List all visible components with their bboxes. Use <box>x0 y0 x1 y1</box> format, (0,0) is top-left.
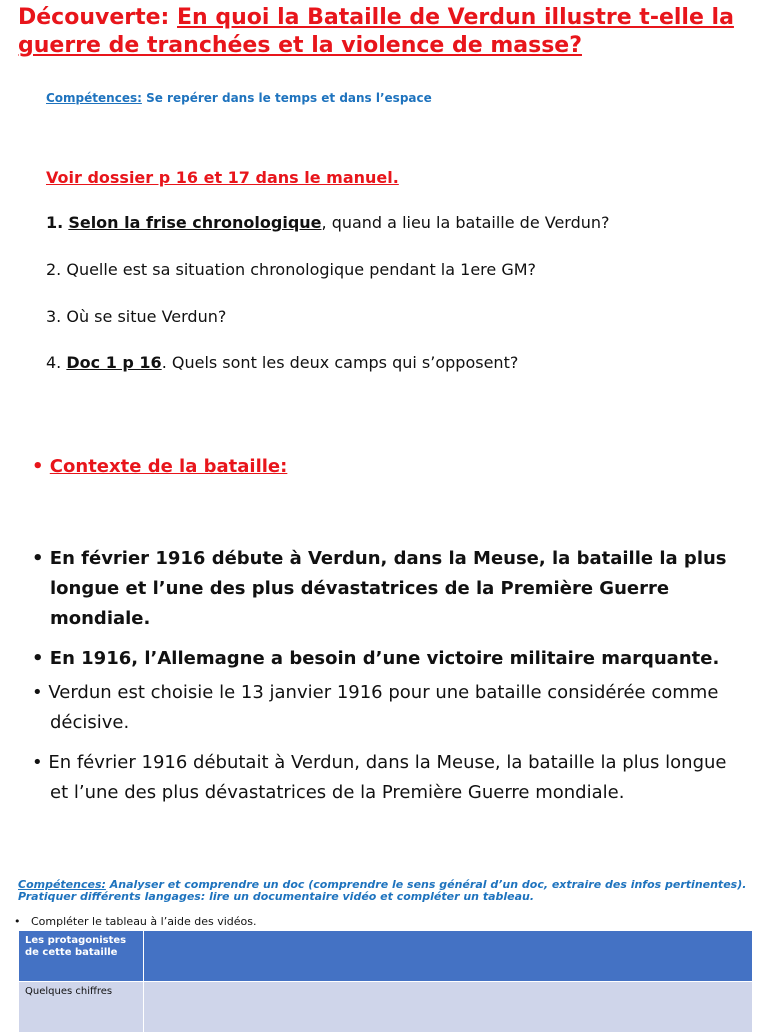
competences-2 <box>18 879 763 903</box>
question-4-number: 4. <box>46 353 62 372</box>
question-3: 3. Où se situe Verdun? <box>46 307 227 326</box>
table-cell-input[interactable] <box>144 982 753 1033</box>
page-title <box>18 4 758 60</box>
table-cell-input[interactable] <box>144 931 753 982</box>
instruction: • Compléter le tableau à l’aide des vidéos. <box>14 915 257 928</box>
question-4-text: . Quels sont les deux camps qui s’opposent? <box>161 353 519 372</box>
table-row <box>19 982 753 1033</box>
bullet-item-4-text: En février 1916 débutait à Verdun, dans la Meuse, la bataille la plus longue et l’une des plus dévastatrices de la Première Guerre mondiale. <box>48 752 727 803</box>
title-prefix: Découverte: <box>18 5 170 30</box>
title-question: En quoi la Bataille de Verdun illustre t-elle la guerre de tranchées et la violence de masse? <box>18 5 734 58</box>
question-1-text: , quand a lieu la bataille de Verdun? <box>321 213 610 232</box>
instruction-text: Compléter le tableau à l’aide des vidéos. <box>30 915 257 928</box>
question-2: 2. Quelle est sa situation chronologique pendant la 1ere GM? <box>46 260 537 279</box>
table-row-header: Les protagonistes de cette bataille <box>19 931 144 982</box>
question-1-link: Selon la frise chronologique <box>68 213 322 232</box>
competences-label: Compétences: <box>46 91 142 105</box>
question-1 <box>46 213 610 232</box>
competences-2-label: Compétences: <box>18 878 106 891</box>
bullet-item-4: • En février 1916 débutait à Verdun, dans la Meuse, la bataille la plus longue et l’une des plus dévastatrices de la Première Guerre mondiale. <box>32 752 727 803</box>
voir-dossier: Voir dossier p 16 et 17 dans le manuel. <box>46 168 399 187</box>
contexte-bullet: • <box>32 456 44 477</box>
competences-line <box>46 91 432 105</box>
bullet-item-2-text: En 1916, l’Allemagne a besoin d’une victoire militaire marquante. <box>49 648 720 669</box>
contexte-heading <box>32 456 287 477</box>
bullet-item-1-text: En février 1916 débute à Verdun, dans la Meuse, la bataille la plus longue et l’une des plus dévastatrices de la Première Guerre mondiale. <box>49 548 727 629</box>
bullet-item-1: • En février 1916 débute à Verdun, dans la Meuse, la bataille la plus longue et l’une des plus dévastatrices de la Première Guerre mondiale. <box>32 548 727 629</box>
table-row <box>19 931 753 982</box>
question-4 <box>46 353 518 372</box>
competences-text: Se repérer dans le temps et dans l’espace <box>146 91 432 105</box>
bullet-item-2: • En 1916, l’Allemagne a besoin d’une victoire militaire marquante. <box>32 648 720 669</box>
bullet-item-3-text: Verdun est choisie le 13 janvier 1916 pour une bataille considérée comme décisive. <box>48 682 719 733</box>
bullet-item-3: • Verdun est choisie le 13 janvier 1916 pour une bataille considérée comme décisive. <box>32 682 719 733</box>
question-1-number: 1. <box>46 213 64 232</box>
question-4-link: Doc 1 p 16 <box>66 353 162 372</box>
completion-table <box>18 930 753 1033</box>
contexte-label: Contexte de la bataille: <box>49 456 288 477</box>
table-row-header: Quelques chiffres <box>19 982 144 1033</box>
competences-2-text: Analyser et comprendre un doc (comprendre le sens général d’un doc, extraire des infos pertinentes). Pratiquer différents langages: lire un documentaire vidéo et compléter un tableau. <box>18 878 747 903</box>
